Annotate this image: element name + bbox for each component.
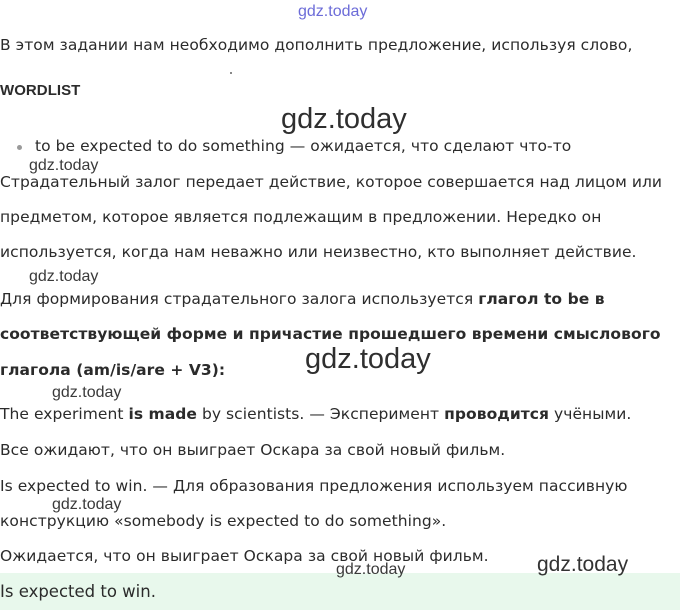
watermark-small-4: gdz.today — [52, 496, 122, 513]
watermark-small-1: gdz.today — [29, 157, 99, 174]
watermark-small-3: gdz.today — [52, 384, 122, 401]
formation-bold-1: глагол to be в — [478, 290, 605, 308]
formation-prefix: Для формирования страдательного залога используется — [0, 290, 479, 308]
watermark-large-2: gdz.today — [305, 343, 431, 375]
example-bold-1: is made — [128, 405, 197, 423]
formation-line-3: глагола (am/is/are + V3): — [0, 361, 226, 379]
usage-line-2: конструкцию «somebody is expected to do something». — [0, 512, 447, 530]
explanation-line-3: используется, когда нам неважно или неизвестно, кто выполняет действие. — [0, 243, 637, 261]
watermark-small-5: gdz.today — [336, 561, 406, 578]
formation-line-2: соответствующей форме и причастие прошедшего времени смыслового — [0, 325, 661, 343]
formation-line-1 — [0, 289, 605, 309]
watermark-top: gdz.today — [298, 3, 368, 20]
answer-text: Is expected to win. — [0, 582, 156, 601]
explanation-line-1: Страдательный залог передает действие, которое совершается над лицом или — [0, 173, 663, 191]
wordlist-item: to be expected to do something — ожидается, что сделают что-то — [35, 137, 572, 155]
task-sentence: Все ожидают, что он выиграет Оскара за свой новый фильм. — [0, 441, 506, 459]
usage-line-1: Is expected to win. — Для образования предложения используем пассивную — [0, 477, 628, 495]
translation: Ожидается, что он выиграет Оскара за свой новый фильм. — [0, 547, 489, 565]
example-part-1: The experiment — [0, 405, 129, 423]
example-bold-2: проводится — [444, 405, 550, 423]
watermark-medium: gdz.today — [537, 553, 629, 576]
example-part-3: учёными. — [549, 405, 632, 423]
intro-text: В этом задании нам необходимо дополнить предложение, используя слово, — [0, 36, 633, 54]
wordlist-heading: WORDLIST — [0, 82, 81, 99]
watermark-small-2: gdz.today — [29, 268, 99, 285]
example-part-2: by scientists. — Эксперимент — [196, 405, 445, 423]
explanation-line-2: предметом, которое является подлежащим в предложении. Нередко он — [0, 208, 602, 226]
bullet-icon — [17, 145, 22, 150]
stray-dot — [230, 72, 232, 74]
watermark-large-1: gdz.today — [281, 103, 407, 135]
example-sentence — [0, 404, 631, 424]
